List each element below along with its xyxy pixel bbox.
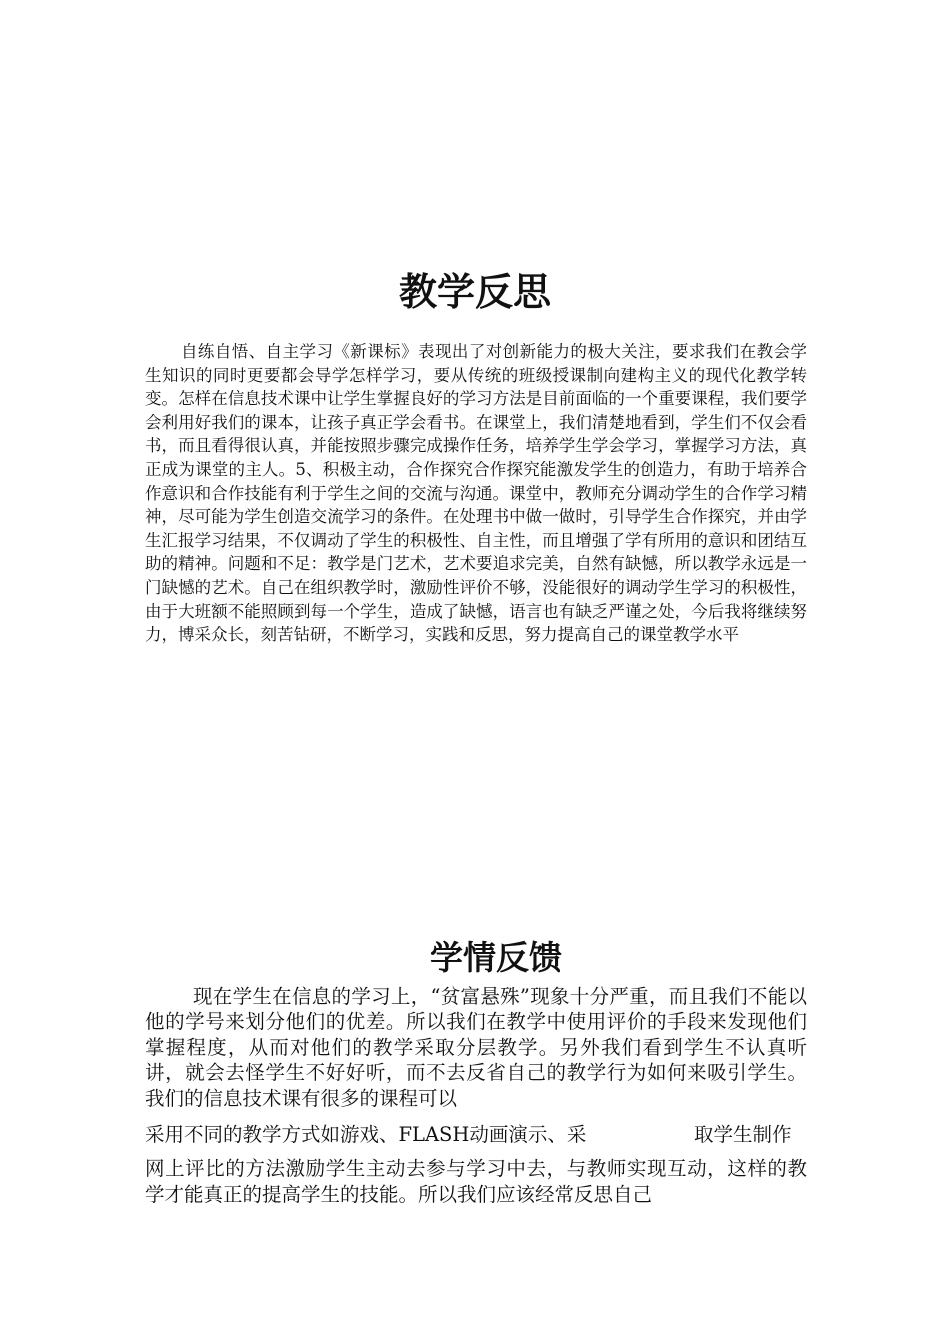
feedback-line-left: 采用不同的教学方式如游戏、FLASH动画演示、采 [145, 1123, 587, 1146]
section-title-feedback: 学情反馈 [430, 938, 562, 977]
feedback-paragraph-end: 网上评比的方法激励学生主动去参与学习中去，与教师实现互动，这样的教学才能真正的提高学生的技能。所以我们应该经常反思自己 [145, 1157, 807, 1206]
feedback-paragraph: 现在学生在信息的学习上，“贫富悬殊”现象十分严重，而且我们不能以他的学号来划分他们的优差。所以我们在教学中使用评价的手段来发现他们掌握程度，从而对他们的教学采取分层教学。另外我们看到学生不认真听讲，就会去怪学生不好好听，而不去反省自己的教学行为如何来吸引学生。我们的信息技术课有很多的课程可以 [145, 985, 807, 1110]
feedback-line-right: 取学生制作 [694, 1123, 792, 1146]
section-title-reflection: 教学反思 [398, 270, 551, 314]
reflection-paragraph: 自练自悟、自主学习《新课标》表现出了对创新能力的极大关注，要求我们在教会学生知识的同时更要都会导学怎样学习，要从传统的班级授课制向建构主义的现代化教学转变。怎样在信息技术课中让学生掌握良好的学习方法是目前面临的一个重要课程，我们要学会利用好我们的课本，让孩子真正学会看书。在课堂上，我们清楚地看到，学生们不仅会看书，而且看得很认真，并能按照步骤完成操作任务，培养学生学会学习，掌握学习方法，真正成为课堂的主人。5、积极主动，合作探究合作探究能激发学生的创造力，有助于培养合作意识和合作技能有利于学生之间的交流与沟通。课堂中，教师充分调动学生的合作学习精神，尽可能为学生创造交流学习的条件。在处理书中做一做时，引导学生合作探究，并由学生汇报学习结果，不仅调动了学生的积极性、自主性，而且增强了学有所用的意识和团结互助的精神。问题和不足：教学是门艺术，艺术要追求完美，自然有缺憾，所以教学永远是一门缺憾的艺术。自己在组织教学时，激励性评价不够，没能很好的调动学生学习的积极性，由于大班额不能照顾到每一个学生，造成了缺憾，语言也有缺乏严谨之处，今后我将继续努力，博采众长，刻苦钻研，不断学习，实践和反思，努力提高自己的课堂教学水平 [145, 342, 807, 645]
